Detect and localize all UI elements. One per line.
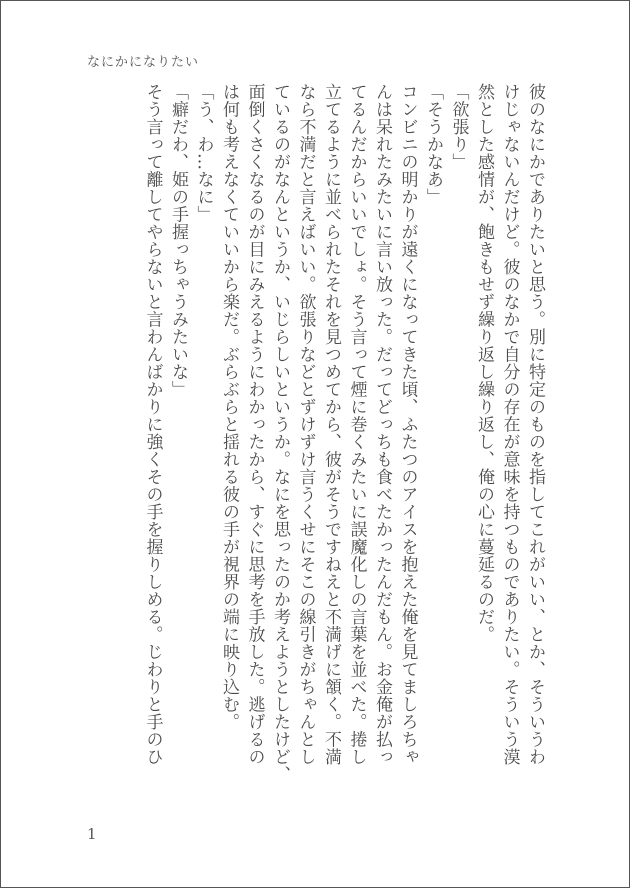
text-line: 「欲張り」: [448, 83, 469, 171]
text-line: んは呆れたみたいに言い放った。だってどっちも食べたかったんだもん。お金俺が払っ: [372, 83, 392, 766]
page-number: 1: [87, 825, 97, 843]
text-line: そう言って離してやらないと言わんばかりに強くその手を握りしめる。じわりと手のひ: [142, 83, 163, 766]
text-line: 立てるように並べられたそれを見つめてから、彼がそうですねえと不満げに頷く。不満: [321, 83, 341, 766]
text-line: てるんだからいいでしょ。そう言って煙に巻くみたいに誤魔化しの言葉を並べた。捲し: [346, 83, 367, 766]
text-line: 「う、わ…なに」: [193, 83, 214, 223]
text-line: 「癖だわ、姫の手握っちゃうみたいな」: [168, 83, 188, 398]
text-line: は何も考えなくていいから楽だ。ぶらぶらと揺れる彼の手が視界の端に映り込む。: [219, 83, 239, 731]
text-line: 「そうかなあ」: [423, 83, 443, 206]
text-line: 然とした感情が、飽きもせず繰り返し繰り返し、俺の心に蔓延るのだ。: [474, 83, 494, 643]
running-title: なにかになりたい: [87, 55, 200, 70]
text-line: ているのがなんというか、いじらしいというか。なにを思ったのか考えようとしたけど、: [270, 83, 290, 783]
text-line: 彼のなにかでありたいと思う。別に特定のものを指してこれがいい、とか、そういうわ: [525, 83, 545, 766]
text-line: 面倒くさくなるのが目にみえるようにわかったから、すぐに思考を手放した。逃げるの: [244, 83, 265, 766]
text-line: なら不満だと言えばいい。欲張りなどとずけずけ言うくせにそこの線引きがちゃんとし: [295, 83, 316, 766]
vertical-body-text: [77, 83, 547, 783]
text-line: けじゃないんだけど。彼のなかで自分の存在が意味を持つものでありたい。そういう漠: [499, 83, 520, 766]
text-line: コンビニの明かりが遠くになってきた頃、ふたつのアイスを抱えた俺を見てましろちゃ: [397, 83, 418, 766]
